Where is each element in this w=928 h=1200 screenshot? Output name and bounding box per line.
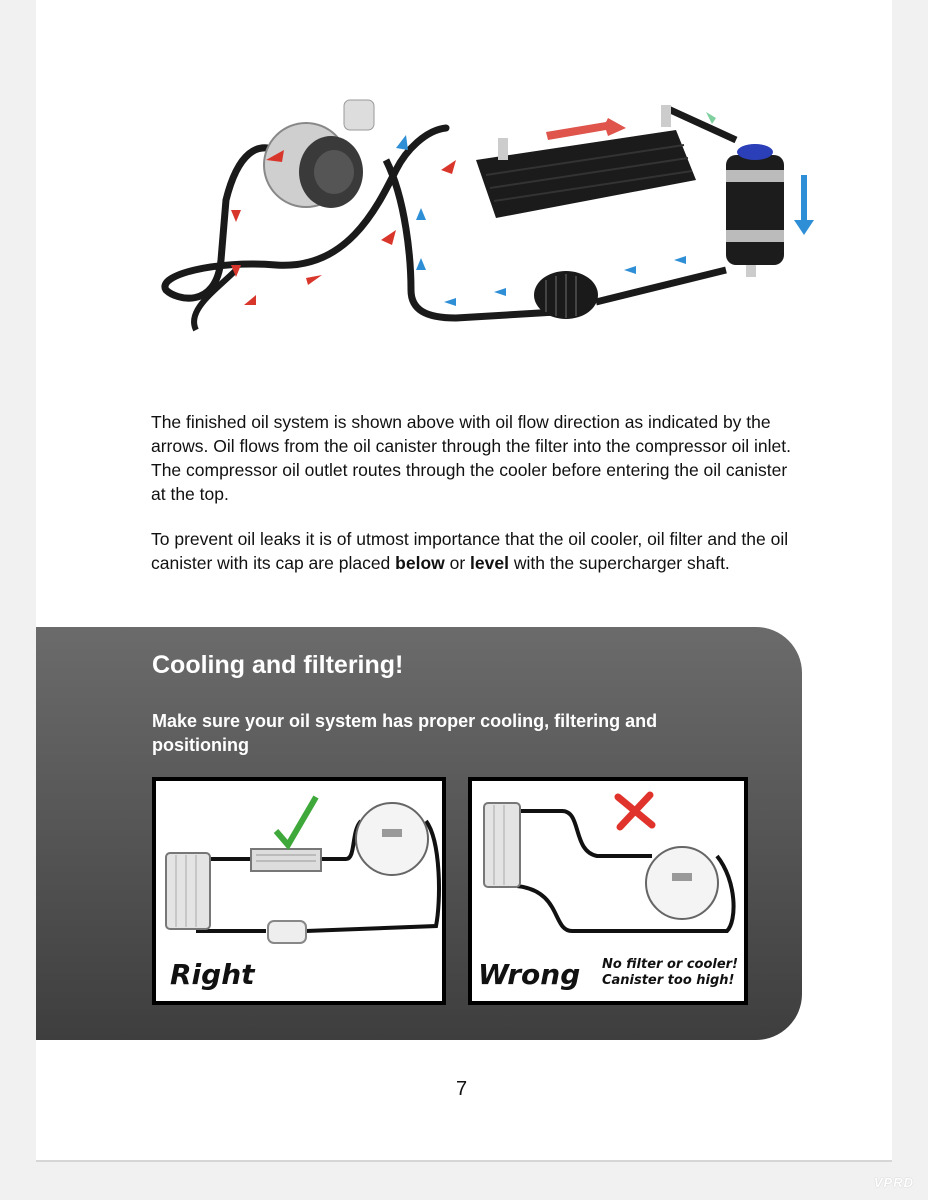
panel-title: Cooling and filtering! <box>152 651 404 679</box>
wrong-setup-box <box>468 777 748 1005</box>
cross-icon <box>618 795 652 827</box>
document-page <box>36 0 892 1162</box>
page-number: 7 <box>456 1078 468 1100</box>
emphasis-level: level <box>470 553 509 573</box>
oil-filter <box>534 271 598 319</box>
right-setup-box <box>152 777 446 1005</box>
watermark-logo: VPRD <box>873 1175 914 1190</box>
check-icon <box>276 797 316 845</box>
emphasis-below: below <box>395 553 445 573</box>
paragraph-flow-description: The finished oil system is shown above with oil flow direction as indicated by the arrows. Oil flows from the oil canister through the filter into the compressor oil inlet. The compressor oil outlet routes through the cooler before entering the oil canister at the top. <box>151 412 791 504</box>
oil-canister <box>726 144 784 277</box>
paragraph-placement-warning: To prevent oil leaks it is of utmost importance that the oil cooler, oil filter and the oil canister with its cap are placed below or level with the supercharger shaft. <box>151 529 789 573</box>
right-label: Right <box>170 958 255 991</box>
cooling-filtering-panel <box>36 627 802 1040</box>
oil-cooler <box>476 105 696 218</box>
panel-subtitle: Make sure your oil system has proper cooling, filtering and positioning <box>152 711 658 755</box>
wrong-label: Wrong <box>478 958 581 991</box>
wrong-note: No filter or cooler! Canister too high! <box>601 957 738 988</box>
oil-system-diagram <box>156 90 836 350</box>
